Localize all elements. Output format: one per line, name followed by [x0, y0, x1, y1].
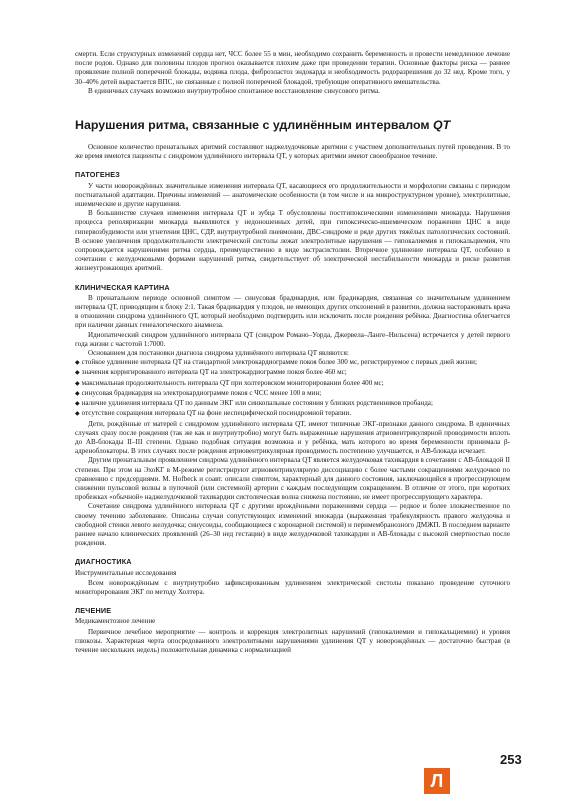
list-item: ◆ значения корригированного интервала QT на электрокардиограмме покоя более 460 мс;	[75, 368, 347, 377]
clinical-paragraph-2: Идиопатический синдром удлинённого интервала QT (синдром Романо–Уорда, Джервела–Ланге–Нильсена) встречается у детей первого года жизни с частотой 1:7000.	[75, 330, 510, 348]
list-item: ◆ наличие удлинения интервала QT по данным ЭКГ или синкопальные состояния у близких родственников пробанда;	[75, 399, 433, 408]
bullet-icon: ◆	[75, 360, 80, 367]
section-title	[75, 118, 510, 133]
clinical-paragraph-3: Основанием для постановки диагноза синдрома удлинённого интервала QT являются:	[88, 349, 349, 358]
section-title-qt: QT	[433, 118, 451, 133]
bullet-icon: ◆	[75, 401, 80, 408]
clinical-paragraph-5: Другим пренатальным проявлением синдрома удлинённого интервала QT является желудочковая тахикардия в сочетании с АВ-блокадой II степени. При этом на ЭхоКГ в М-режиме регистрируют атриовентрикулярную диссоциацию с более частыми сокращениями желудочков по сравнению с предсердиями. M. Hofbeck и соавт. описали симптом, характерный для данного состояния, заключающийся в прогрессирующем снижении пульсовой волны в пупочной (или системной) артерии с каждым последующим сокращением. В отличие от этого, при коротких пробежках «обычной» наджелудочковой тахикардии систолическая волна снижена постоянно, не имеет прогрессирующего характера.	[75, 456, 510, 502]
list-item: ◆ стойкое удлинение интервала QT на стандартной электрокардиограмме покоя более 300 мс, регистрируемое с первых дней жизни;	[75, 358, 477, 367]
bullet-icon: ◆	[75, 390, 80, 397]
intro-paragraph-1: смерти. Если структурных изменений сердца нет, ЧСС более 55 в мин, необходимо сохранить беременность и провести немедленное лечение после родов. Однако для половины плодов прогноз оказывается плохим даже при проведении терапии. Основные факторы риска — раннее проявление полной поперечной блокады, водянка плода, фиброэластоз эндокарда и необходимость родоразрешения до 32 нед. Кроме того, у 30–40% детей вырастается ВПС, не связанные с полной поперечной блокадой, требующие оперативного вмешательства.	[75, 50, 510, 86]
treatment-subheading: Медикаментозное лечение	[75, 617, 156, 626]
bullet-icon: ◆	[75, 380, 80, 387]
pathogenesis-paragraph-1: У части новорождённых значительные изменения интервала QT, касающиеся его продолжительности и морфологии связаны с периодом постнатальной адаптации. Причины изменений — анатомические особенности (в том числе и на микроструктурном уровне), электролитные, ишемические и другие нарушения.	[75, 181, 510, 209]
diagnostics-paragraph: Всем новорождённым с внутриутробно зафиксированным удлинением электрической систолы показано проведение суточного мониторирования ЭКГ по методу Холтера.	[75, 578, 510, 596]
clinical-heading: КЛИНИЧЕСКАЯ КАРТИНА	[75, 282, 170, 292]
treatment-paragraph: Первичное лечебное мероприятие — контроль и коррекция электролитных нарушений (гипокалиемии и гипокальциемии) и уровня глюкозы. Характерная черта опосредованного электролитными нарушениями удлинения QT у новорождённых — достаточно быстрая (в течение нескольких недель) положительная динамика с нормализацией	[75, 627, 510, 654]
page-number: 253	[500, 752, 522, 767]
list-item: ◆ синусовая брадикардия на электрокардиограмме покоя с ЧСС менее 100 в мин;	[75, 388, 322, 397]
page-body	[75, 50, 510, 655]
lead-paragraph: Основное количество пренатальных аритмий составляют наджелудочковые аритмии с участием дополнительных путей проведения. В то же время имеются пациенты с синдромом удлинённого интервала QT, у которых аритмии имеют своеобразное течение.	[75, 143, 510, 161]
clinical-paragraph-6: Сочетание синдрома удлинённого интервала QT с другими врождёнными поражениями сердца — редкое и более злокачественное по своему течению заболевание. Описаны случаи сопутствующих изменений миокарда (выраженная трабекулярность правого желудочка и свободной стенки левого желудочка; синусоиды, сообщающиеся с коронарной системой) и перимембранозного ДМЖП. В последнем варианте раннее начало клинических проявлений (26–30 нед гестации) в виде желудочковой тахикардии и АВ-блокады с высокой смертностью после рождения.	[75, 502, 510, 548]
bullet-icon: ◆	[75, 370, 80, 377]
intro-paragraph-2: В единичных случаях возможно внутриутробное спонтанное восстановление синусового ритма.	[88, 86, 380, 95]
clinical-paragraph-1: В пренатальном периоде основной симптом — синусовая брадикардия, или брадикардия, связанная со значительным удлинением интервала QT, приводящим к блоку 2:1. Такая брадикардия у плодов, не имеющих других отклонений в развитии, должна настораживать врача в отношении синдрома удлинённого QT, который необходимо подтвердить или исключить после рождения ребёнка. Диагностика облегчается при наличии данных генеалогического анамнеза.	[75, 293, 510, 330]
list-item: ◆ отсутствие сокращения интервала QT на фоне неспецифической посиндромной терапии.	[75, 409, 352, 418]
pathogenesis-heading: ПАТОГЕНЕЗ	[75, 170, 120, 180]
diagnostics-heading: ДИАГНОСТИКА	[75, 557, 132, 567]
diagnostics-subheading: Инструментальные исследования	[75, 568, 177, 577]
clinical-paragraph-4: Дети, рождённые от матерей с синдромом удлинённого интервала QT, имеют типичные ЭКГ-признаки данного синдрома. В единичных случаях сразу после рождения (так же как и внутриутробно) могут быть выраженные нарушения атриовентрикулярной проводимости вплоть до АВ-блокады II–III степени. Однако подобная ситуация возможна и у ребёнка, мать которого во время беременности принимала β-адреноблокаторы. В этих случаях после рождения атриовентрикулярная проводимость постепенно улучшается, и АВ-блокада исчезает.	[75, 419, 510, 456]
bullet-icon: ◆	[75, 411, 80, 418]
section-title-text: Нарушения ритма, связанные с удлинённым интервалом	[75, 118, 434, 133]
list-item: ◆ максимальная продолжительность интервала QT при холтеровском мониторировании более 400 мс;	[75, 378, 384, 387]
treatment-heading: ЛЕЧЕНИЕ	[75, 606, 112, 616]
publisher-logo-icon: Л	[424, 768, 450, 794]
pathogenesis-paragraph-2: В большинстве случаев изменения интервала QT и зубца T обусловлены постгипоксическими изменениями миокарда. Нарушения процесса реполяризации миокарда выявляются у недоношенных детей, при гипоксическо-ишемическом поражении ЦНС в виде гипервозбудимости или угнетения ЦНС, СДР, внутриутробной пневмонии, ДВС-синдроме и ряде других тяжёлых патологических состояний. В основе увеличения продолжительности электрической систолы лежат электролитные нарушения — гипокалиемия и гипокальциемия, что сопровождается нарушениями ритма сердца, преимущественно в виде экстрасистолии. Вторичное удлинение интервала QT, особенно в сочетании с желудочковыми формами нарушений ритма, свидетельствует об электрической нестабильности миокарда и риске развития жизнеугрожающих аритмий.	[75, 209, 510, 273]
